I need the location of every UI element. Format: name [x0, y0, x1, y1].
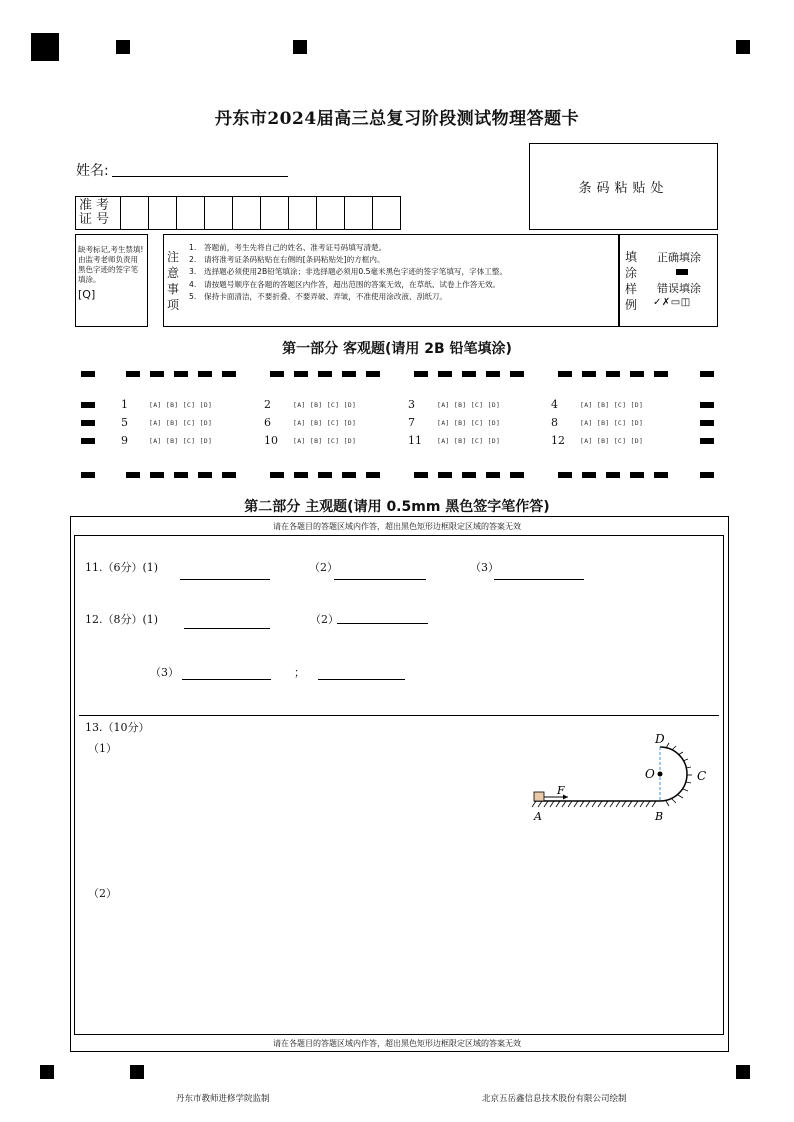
barcode-area [529, 143, 718, 230]
notice-list [189, 242, 507, 303]
q13-label: 13.（10分） [85, 721, 150, 734]
wrong-fill-label: 错误填涂 [657, 282, 701, 295]
exam-id-cell[interactable] [233, 197, 261, 229]
label-f: F [557, 784, 565, 797]
exam-id-cell[interactable] [261, 197, 289, 229]
q12-answer-3b[interactable] [318, 679, 405, 680]
q12-label: 12.（8分）(1) [85, 613, 159, 626]
fill-example-label: 填涂样例 [625, 250, 638, 312]
question-number: 1 [121, 398, 128, 411]
block [534, 792, 544, 801]
label-a: A [534, 810, 542, 823]
answer-bubbles[interactable]: [A] [B] [C] [D] [149, 401, 213, 409]
q13-part2-label: （2） [88, 887, 117, 900]
area-warning-top: 请在各题目的答题区域内作答，超出黑色矩形边框限定区域的答案无效 [273, 522, 521, 531]
exam-id-cell[interactable] [177, 197, 205, 229]
part1-title: 第一部分 客观题(请用 2B 铅笔填涂) [282, 341, 512, 357]
q12-answer-3a[interactable] [182, 679, 271, 680]
timing-mark [700, 438, 714, 444]
q11-answer-2[interactable] [334, 579, 426, 580]
timing-mark [81, 438, 95, 444]
exam-id-cell[interactable] [121, 197, 149, 229]
answer-bubbles[interactable]: [A] [B] [C] [D] [149, 437, 213, 445]
q13-part1-label: （1） [88, 742, 117, 755]
exam-id-label: 准考 证号 [76, 197, 121, 229]
notice-label: 注意事项 [167, 250, 180, 312]
timing-mark [81, 420, 95, 426]
question-number: 4 [551, 398, 558, 411]
timing-marks-bottom [0, 472, 794, 478]
label-c: C [697, 769, 707, 783]
exam-id-cell[interactable] [317, 197, 345, 229]
answer-bubbles[interactable]: [A] [B] [C] [D] [580, 401, 644, 409]
q12-part2-label: （2） [310, 613, 339, 626]
registration-mark [293, 40, 307, 54]
q11-answer-3[interactable] [494, 579, 584, 580]
registration-mark [40, 1065, 54, 1079]
notice-item: 4. 请按题号顺序在各题的答题区内作答，超出范围的答案无效，在草纸、试卷上作答无效。 [189, 279, 501, 289]
q11-part3-label: （3） [470, 561, 499, 574]
q12-separator: ； [294, 666, 305, 679]
registration-mark [116, 40, 130, 54]
question-number: 10 [264, 434, 278, 447]
timing-mark [700, 420, 714, 426]
name-field[interactable] [112, 176, 288, 177]
exam-id-cell[interactable] [205, 197, 233, 229]
question-number: 2 [264, 398, 271, 411]
q11-answer-1[interactable] [180, 579, 270, 580]
exam-id-cell[interactable] [149, 197, 177, 229]
question-number: 5 [121, 416, 128, 429]
area-warning-bottom: 请在各题目的答题区域内作答，超出黑色矩形边框限定区域的答案无效 [273, 1039, 521, 1048]
answer-bubbles[interactable]: [A] [B] [C] [D] [437, 419, 501, 427]
question-number: 3 [408, 398, 415, 411]
question-divider [79, 715, 719, 716]
semicircle-track [660, 747, 687, 801]
q11-label: 11.（6分）(1) [85, 561, 159, 574]
notice-item: 2. 请将准考证条码粘贴在右侧的[条码粘贴处]的方框内。 [189, 255, 385, 265]
track-diagram [526, 728, 716, 828]
answer-bubbles[interactable]: [A] [B] [C] [D] [437, 437, 501, 445]
timing-marks-top [0, 371, 794, 377]
notice-item: 3. 选择题必须使用2B铅笔填涂；非选择题必须用0.5毫米黑色字迹的签字笔填写，字体工整。 [189, 267, 508, 277]
barcode-label: 条码粘贴处 [578, 181, 669, 196]
timing-mark [700, 402, 714, 408]
footer-left: 丹东市教师进修学院监制 [176, 1094, 270, 1104]
answer-bubbles[interactable]: [A] [B] [C] [D] [580, 419, 644, 427]
part2-title: 第二部分 主观题(请用 0.5mm 黑色签字笔作答) [244, 499, 550, 515]
missing-exam-box [75, 234, 148, 327]
fill-example-box [619, 234, 718, 327]
question-number: 6 [264, 416, 271, 429]
question-number: 8 [551, 416, 558, 429]
timing-mark [81, 402, 95, 408]
answer-bubbles[interactable]: [A] [B] [C] [D] [580, 437, 644, 445]
q12-answer-2[interactable] [337, 623, 428, 624]
notice-box [163, 234, 619, 327]
exam-id-cell[interactable] [289, 197, 317, 229]
exam-id-cell[interactable] [345, 197, 373, 229]
answer-bubbles[interactable]: [A] [B] [C] [D] [293, 419, 357, 427]
question-number: 11 [408, 434, 422, 447]
question-number: 7 [408, 416, 415, 429]
page-title: 丹东市2024届高三总复习阶段测试物理答题卡 [214, 109, 580, 129]
question-number: 9 [121, 434, 128, 447]
notice-item: 5. 保持卡面清洁，不要折叠、不要弄破、弄皱，不准使用涂改液、刮纸刀。 [189, 291, 447, 301]
registration-mark [736, 40, 750, 54]
missing-exam-checkbox[interactable]: [Q] [78, 288, 96, 301]
footer-right: 北京五岳鑫信息技术股份有限公司绘制 [482, 1094, 627, 1104]
registration-mark [130, 1065, 144, 1079]
track-hatching [666, 743, 692, 806]
registration-mark [736, 1065, 750, 1079]
answer-bubbles[interactable]: [A] [B] [C] [D] [149, 419, 213, 427]
q11-part2-label: （2） [309, 561, 338, 574]
correct-fill-label: 正确填涂 [657, 251, 701, 264]
label-b: B [655, 810, 664, 823]
notice-item: 1. 答题前，考生先将自己的姓名、准考证号码填写清楚。 [189, 243, 387, 252]
center-point [658, 772, 663, 777]
q12-part3-label: （3） [150, 666, 179, 679]
missing-exam-text: 缺考标记,考生禁填!由监考老师负责用黑色字迹的签字笔填涂。 [78, 245, 144, 284]
exam-id-grid [75, 196, 401, 230]
correct-fill-mark [676, 269, 688, 275]
answer-bubbles[interactable]: [A] [B] [C] [D] [293, 437, 357, 445]
q12-answer-1[interactable] [184, 628, 270, 629]
wrong-fill-marks: ✓✗▭◫ [653, 297, 691, 308]
exam-id-cell[interactable] [373, 197, 400, 229]
answer-bubbles[interactable]: [A] [B] [C] [D] [293, 401, 357, 409]
ground-hatching [532, 801, 656, 807]
label-o: O [645, 767, 655, 781]
answer-bubbles[interactable]: [A] [B] [C] [D] [437, 401, 501, 409]
name-label: 姓名: [76, 163, 109, 179]
registration-mark [31, 33, 59, 61]
label-d: D [655, 732, 665, 746]
question-number: 12 [551, 434, 565, 447]
